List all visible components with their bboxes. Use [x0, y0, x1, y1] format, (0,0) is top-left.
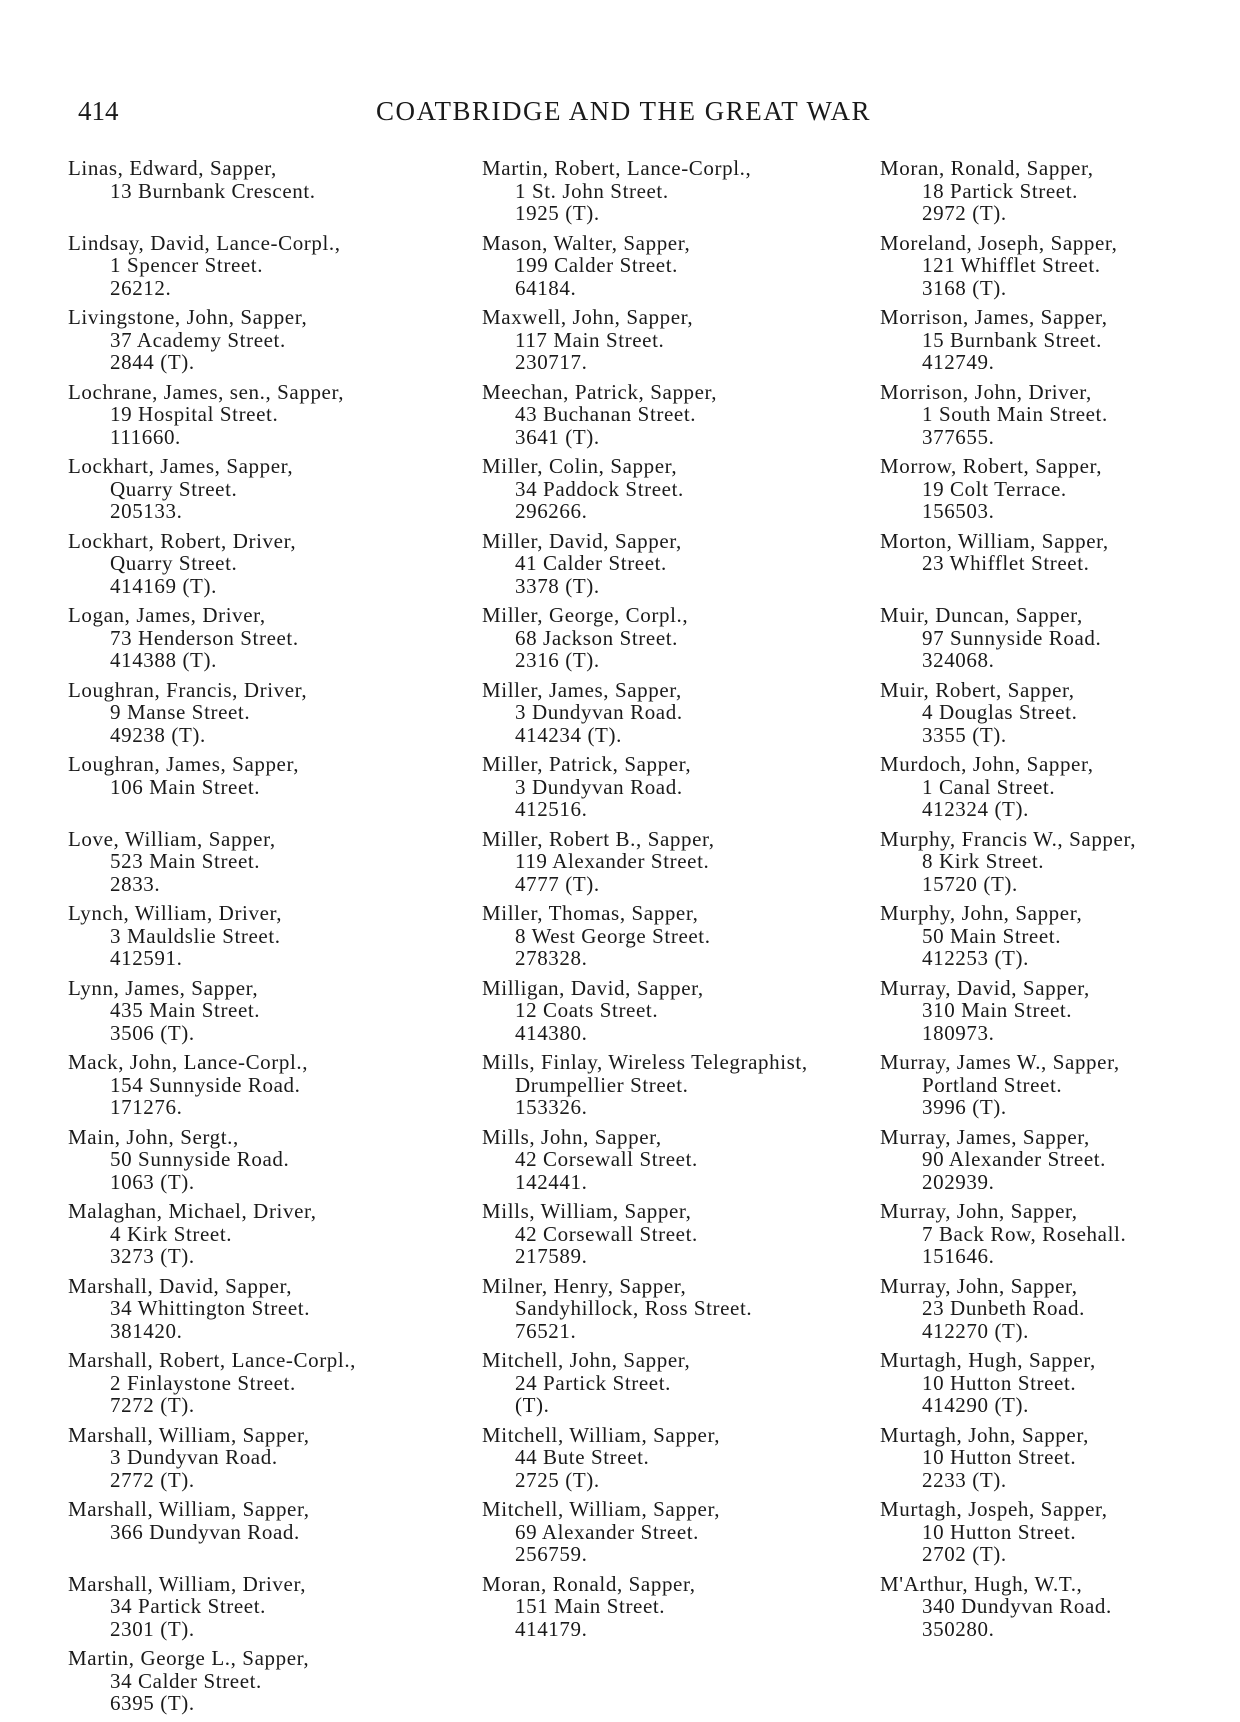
entry-name: Mills, William, Sapper,: [482, 1199, 692, 1223]
page-header: [0, 96, 1240, 136]
roll-entry: [482, 977, 862, 1052]
entry-number: 64184.: [515, 275, 577, 300]
roll-entry: [482, 455, 862, 530]
running-title: COATBRIDGE AND THE GREAT WAR: [376, 96, 872, 126]
entry-name: Murtagh, John, Sapper,: [880, 1422, 1089, 1447]
entry-address: 3 Dundyvan Road.: [515, 774, 683, 799]
roll-entry: [68, 381, 423, 456]
entry-address: 68 Jackson Street.: [515, 625, 679, 650]
entry-number: 76521.: [515, 1318, 577, 1343]
entry-address: 43 Buchanan Street.: [515, 402, 697, 426]
entry-address: 435 Main Street.: [110, 998, 261, 1022]
entry-name: Murtagh, Hugh, Sapper,: [880, 1348, 1096, 1372]
entry-number: 111660.: [110, 424, 181, 449]
entry-address: 340 Dundyvan Road.: [922, 1594, 1112, 1618]
roll-entry: [68, 1275, 423, 1350]
entry-address: 4 Kirk Street.: [110, 1221, 233, 1246]
roll-entry: [68, 1573, 423, 1648]
roll-entry: [880, 306, 1220, 381]
roll-entry: [880, 1349, 1220, 1424]
entry-number: 142441.: [515, 1169, 588, 1194]
entry-name: Mason, Walter, Sapper,: [482, 230, 691, 255]
entry-name: Meechan, Patrick, Sapper,: [482, 379, 718, 404]
roll-entry: [880, 157, 1220, 232]
entry-address: 15 Burnbank Street.: [922, 327, 1102, 352]
entry-address: 3 Dundyvan Road.: [110, 1445, 278, 1469]
entry-number: 2844 (T).: [110, 350, 195, 374]
entry-address: 2 Finlaystone Street.: [110, 1370, 296, 1395]
entry-number: 3996 (T).: [922, 1095, 1007, 1119]
entry-address: 1 Spencer Street.: [110, 253, 264, 277]
entry-number: 2972 (T).: [922, 201, 1007, 225]
entry-address: 119 Alexander Street.: [515, 849, 710, 873]
roll-entry: [880, 753, 1220, 828]
roll-entry: [482, 679, 862, 754]
entry-number: 153326.: [515, 1095, 588, 1119]
entry-name: Lochrane, James, sen., Sapper,: [68, 379, 345, 404]
entry-number: 151646.: [922, 1244, 995, 1268]
entry-number: 412516.: [515, 797, 588, 821]
entry-address: Portland Street.: [922, 1072, 1063, 1097]
entry-name: Logan, James, Driver,: [68, 603, 266, 627]
entry-name: Moreland, Joseph, Sapper,: [880, 230, 1118, 255]
entry-name: Miller, George, Corpl.,: [482, 603, 689, 627]
entry-name: Milner, Henry, Sapper,: [482, 1273, 687, 1298]
entry-number: 1063 (T).: [110, 1169, 195, 1194]
roll-entry: [68, 157, 423, 232]
entry-address: 121 Whifflet Street.: [922, 253, 1101, 277]
entry-name: Muir, Robert, Sapper,: [880, 677, 1075, 702]
roll-entry: [482, 306, 862, 381]
column-3: [880, 157, 1220, 1647]
entry-number: 2833.: [110, 871, 161, 896]
entry-name: Miller, Patrick, Sapper,: [482, 752, 692, 776]
entry-name: Martin, George L., Sapper,: [68, 1646, 310, 1670]
entry-name: Love, William, Sapper,: [68, 826, 276, 851]
entry-name: Murray, James W., Sapper,: [880, 1050, 1120, 1074]
roll-entry: [482, 753, 862, 828]
roll-entry: [880, 530, 1220, 605]
roll-entry: [880, 1498, 1220, 1573]
entry-number: 2772 (T).: [110, 1467, 195, 1492]
entry-address: 19 Hospital Street.: [110, 402, 279, 426]
entry-address: 10 Hutton Street.: [922, 1445, 1077, 1469]
entry-address: 34 Partick Street.: [110, 1594, 267, 1618]
entry-number: 2725 (T).: [515, 1467, 600, 1492]
entry-name: Miller, Thomas, Sapper,: [482, 901, 699, 925]
entry-name: Marshall, David, Sapper,: [68, 1273, 293, 1298]
entry-name: Marshall, William, Driver,: [68, 1571, 307, 1596]
roll-entry: [482, 381, 862, 456]
roll-entry: [482, 1498, 862, 1573]
roll-entry: [880, 902, 1220, 977]
entry-number: 202939.: [922, 1169, 995, 1194]
entry-address: 310 Main Street.: [922, 998, 1073, 1022]
entry-number: 205133.: [110, 499, 183, 523]
entry-name: Mills, John, Sapper,: [482, 1124, 662, 1149]
entry-address: 13 Burnbank Crescent.: [110, 178, 316, 203]
entry-number: 412591.: [110, 946, 183, 970]
roll-entry: [68, 1424, 423, 1499]
entry-number: 414179.: [515, 1616, 588, 1641]
roll-entry: [880, 232, 1220, 307]
roll-entry: [880, 1424, 1220, 1499]
entry-name: Morton, William, Sapper,: [880, 528, 1109, 553]
entry-address: Drumpellier Street.: [515, 1072, 689, 1097]
entry-address: 18 Partick Street.: [922, 178, 1079, 203]
roll-entry: [68, 1498, 423, 1573]
roll-entry: [880, 1051, 1220, 1126]
entry-number: 324068.: [922, 648, 995, 672]
entry-address: 10 Hutton Street.: [922, 1519, 1077, 1544]
entry-address: 1 South Main Street.: [922, 402, 1108, 426]
entry-number: 49238 (T).: [110, 722, 206, 747]
entry-number: 3355 (T).: [922, 722, 1007, 747]
column-1: [68, 157, 423, 1722]
entry-name: Miller, David, Sapper,: [482, 528, 682, 553]
entry-name: Murtagh, Jospeh, Sapper,: [880, 1497, 1108, 1521]
entry-address: 366 Dundyvan Road.: [110, 1519, 300, 1544]
roll-entry: [880, 977, 1220, 1052]
entry-name: Mitchell, William, Sapper,: [482, 1497, 721, 1521]
roll-entry: [482, 1573, 862, 1648]
entry-number: 230717.: [515, 350, 588, 374]
entry-number: 3506 (T).: [110, 1020, 195, 1045]
entry-name: Loughran, Francis, Driver,: [68, 677, 308, 702]
entry-name: Moran, Ronald, Sapper,: [880, 156, 1094, 180]
entry-number: 1925 (T).: [515, 201, 600, 225]
entry-number: 350280.: [922, 1616, 995, 1641]
roll-entry: [68, 530, 423, 605]
entry-address: 41 Calder Street.: [515, 551, 667, 575]
entry-name: Miller, James, Sapper,: [482, 677, 682, 702]
entry-address: 1 Canal Street.: [922, 774, 1056, 799]
roll-entry: [68, 977, 423, 1052]
entry-name: Miller, Robert B., Sapper,: [482, 826, 715, 851]
entry-name: Murphy, John, Sapper,: [880, 901, 1083, 925]
entry-name: Lockhart, Robert, Driver,: [68, 528, 297, 553]
entry-address: 50 Main Street.: [922, 923, 1062, 948]
entry-name: Mills, Finlay, Wireless Telegraphist,: [482, 1050, 808, 1074]
entry-name: Morrow, Robert, Sapper,: [880, 454, 1103, 478]
roll-entry: [482, 157, 862, 232]
entry-number: 412324 (T).: [922, 797, 1029, 821]
entry-address: 12 Coats Street.: [515, 998, 659, 1022]
entry-number: 412749.: [922, 350, 995, 374]
entry-address: 4 Douglas Street.: [922, 700, 1078, 724]
roll-entry: [482, 604, 862, 679]
roll-entry: [482, 232, 862, 307]
entry-address: 8 Kirk Street.: [922, 849, 1045, 873]
entry-address: 73 Henderson Street.: [110, 625, 299, 650]
entry-address: 42 Corsewall Street.: [515, 1221, 698, 1246]
entry-number: 296266.: [515, 499, 588, 523]
entry-address: 34 Whittington Street.: [110, 1296, 311, 1320]
entry-number: 414234 (T).: [515, 722, 622, 747]
roll-entry: [880, 604, 1220, 679]
entry-address: 3 Mauldslie Street.: [110, 923, 281, 948]
roll-entry: [68, 232, 423, 307]
entry-address: 50 Sunnyside Road.: [110, 1147, 290, 1171]
entry-number: 412270 (T).: [922, 1318, 1029, 1343]
entry-name: Lindsay, David, Lance-Corpl.,: [68, 230, 341, 255]
entry-number: 180973.: [922, 1020, 995, 1045]
entry-address: 34 Calder Street.: [110, 1668, 262, 1693]
roll-entry: [482, 1275, 862, 1350]
entry-name: Moran, Ronald, Sapper,: [482, 1571, 696, 1596]
entry-name: Marshall, William, Sapper,: [68, 1422, 310, 1447]
entry-name: Morrison, John, Driver,: [880, 379, 1092, 404]
entry-address: 19 Colt Terrace.: [922, 476, 1067, 501]
entry-address: 9 Manse Street.: [110, 700, 251, 724]
entry-number: 4777 (T).: [515, 871, 600, 896]
entry-address: 42 Corsewall Street.: [515, 1147, 698, 1171]
entry-name: Miller, Colin, Sapper,: [482, 454, 678, 478]
entry-name: Linas, Edward, Sapper,: [68, 156, 277, 180]
entry-name: Mitchell, William, Sapper,: [482, 1422, 721, 1447]
entry-name: Loughran, James, Sapper,: [68, 752, 300, 776]
entry-address: 44 Bute Street.: [515, 1445, 650, 1469]
entry-name: Morrison, James, Sapper,: [880, 305, 1108, 329]
page-number: 414: [78, 96, 119, 126]
entry-address: 7 Back Row, Rosehall.: [922, 1221, 1127, 1246]
entry-number: 2316 (T).: [515, 648, 600, 672]
roll-entry: [482, 828, 862, 903]
entry-number: 412253 (T).: [922, 946, 1029, 970]
roll-entry: [482, 1349, 862, 1424]
roll-entry: [880, 679, 1220, 754]
entry-number: 2702 (T).: [922, 1542, 1007, 1566]
entry-number: 414388 (T).: [110, 648, 217, 672]
roll-entry: [68, 306, 423, 381]
entry-address: 37 Academy Street.: [110, 327, 286, 352]
entry-address: 106 Main Street.: [110, 774, 261, 799]
entry-address: 151 Main Street.: [515, 1594, 666, 1618]
roll-entry: [68, 455, 423, 530]
roll-entry: [68, 604, 423, 679]
entry-name: Murdoch, John, Sapper,: [880, 752, 1094, 776]
entry-number: 256759.: [515, 1542, 588, 1566]
entry-name: Lynch, William, Driver,: [68, 901, 283, 925]
roll-entry: [68, 1200, 423, 1275]
entry-number: 414169 (T).: [110, 573, 217, 598]
entry-address: 1 St. John Street.: [515, 178, 669, 203]
entry-number: 3168 (T).: [922, 275, 1007, 300]
entry-number: 3641 (T).: [515, 424, 600, 449]
roll-entry: [880, 828, 1220, 903]
roll-entry: [482, 1051, 862, 1126]
entry-address: 8 West George Street.: [515, 923, 711, 948]
entry-address: 23 Dunbeth Road.: [922, 1296, 1085, 1320]
entry-number: 3273 (T).: [110, 1244, 195, 1268]
entry-address: 154 Sunnyside Road.: [110, 1072, 301, 1097]
entry-number: 377655.: [922, 424, 995, 449]
entry-address: 523 Main Street.: [110, 849, 261, 873]
entry-address: Sandyhillock, Ross Street.: [515, 1296, 753, 1320]
roll-entry: [68, 1126, 423, 1201]
entry-name: Muir, Duncan, Sapper,: [880, 603, 1083, 627]
entry-address: 23 Whifflet Street.: [922, 551, 1090, 575]
entry-number: 171276.: [110, 1095, 183, 1119]
entry-name: Murray, John, Sapper,: [880, 1199, 1078, 1223]
entry-number: 414380.: [515, 1020, 588, 1045]
roll-entry: [68, 828, 423, 903]
entry-address: Quarry Street.: [110, 476, 238, 501]
roll-entry: [482, 1126, 862, 1201]
entry-name: M'Arthur, Hugh, W.T.,: [880, 1571, 1083, 1596]
roll-entry: [880, 1200, 1220, 1275]
entry-name: Murray, John, Sapper,: [880, 1273, 1078, 1298]
entry-number: 156503.: [922, 499, 995, 523]
entry-number: 217589.: [515, 1244, 588, 1268]
entry-number: 381420.: [110, 1318, 183, 1343]
entry-name: Murray, David, Sapper,: [880, 975, 1090, 1000]
roll-entry: [68, 1647, 423, 1722]
roll-entry: [880, 455, 1220, 530]
roll-entry: [482, 902, 862, 977]
entry-number: (T).: [515, 1393, 550, 1417]
entry-number: 2233 (T).: [922, 1467, 1007, 1492]
roll-entry: [880, 1573, 1220, 1648]
entry-address: 97 Sunnyside Road.: [922, 625, 1102, 650]
entry-number: 15720 (T).: [922, 871, 1018, 896]
entry-name: Mack, John, Lance-Corpl.,: [68, 1050, 309, 1074]
entry-number: 414290 (T).: [922, 1393, 1029, 1417]
entry-name: Livingstone, John, Sapper,: [68, 305, 308, 329]
entry-name: Lynn, James, Sapper,: [68, 975, 259, 1000]
roll-entry: [68, 1051, 423, 1126]
entry-address: 10 Hutton Street.: [922, 1370, 1077, 1395]
entry-number: 26212.: [110, 275, 172, 300]
entry-name: Murphy, Francis W., Sapper,: [880, 826, 1137, 851]
roll-entry: [880, 1275, 1220, 1350]
entry-name: Mitchell, John, Sapper,: [482, 1348, 691, 1372]
entry-address: Quarry Street.: [110, 551, 238, 575]
roll-entry: [482, 530, 862, 605]
entry-name: Malaghan, Michael, Driver,: [68, 1199, 317, 1223]
entry-name: Main, John, Sergt.,: [68, 1124, 239, 1149]
entry-address: 24 Partick Street.: [515, 1370, 672, 1395]
entry-number: 278328.: [515, 946, 588, 970]
entry-address: 34 Paddock Street.: [515, 476, 684, 501]
entry-name: Murray, James, Sapper,: [880, 1124, 1090, 1149]
roll-entry: [68, 679, 423, 754]
roll-entry: [482, 1424, 862, 1499]
roll-entry: [68, 753, 423, 828]
entry-number: 6395 (T).: [110, 1691, 195, 1715]
entry-address: 69 Alexander Street.: [515, 1519, 700, 1544]
roll-entry: [68, 902, 423, 977]
entry-number: 7272 (T).: [110, 1393, 195, 1417]
roll-entry: [880, 381, 1220, 456]
roll-entry: [68, 1349, 423, 1424]
entry-address: 117 Main Street.: [515, 327, 665, 352]
roll-entry: [880, 1126, 1220, 1201]
entry-name: Lockhart, James, Sapper,: [68, 454, 294, 478]
entry-name: Milligan, David, Sapper,: [482, 975, 704, 1000]
entry-name: Marshall, William, Sapper,: [68, 1497, 310, 1521]
entry-address: 199 Calder Street.: [515, 253, 679, 277]
entry-name: Marshall, Robert, Lance-Corpl.,: [68, 1348, 357, 1372]
column-2: [482, 157, 862, 1647]
entry-number: 2301 (T).: [110, 1616, 195, 1641]
roll-entry: [482, 1200, 862, 1275]
entry-address: 3 Dundyvan Road.: [515, 700, 683, 724]
entry-name: Martin, Robert, Lance-Corpl.,: [482, 156, 752, 180]
entry-number: 3378 (T).: [515, 573, 600, 598]
entry-name: Maxwell, John, Sapper,: [482, 305, 694, 329]
entry-address: 90 Alexander Street.: [922, 1147, 1107, 1171]
